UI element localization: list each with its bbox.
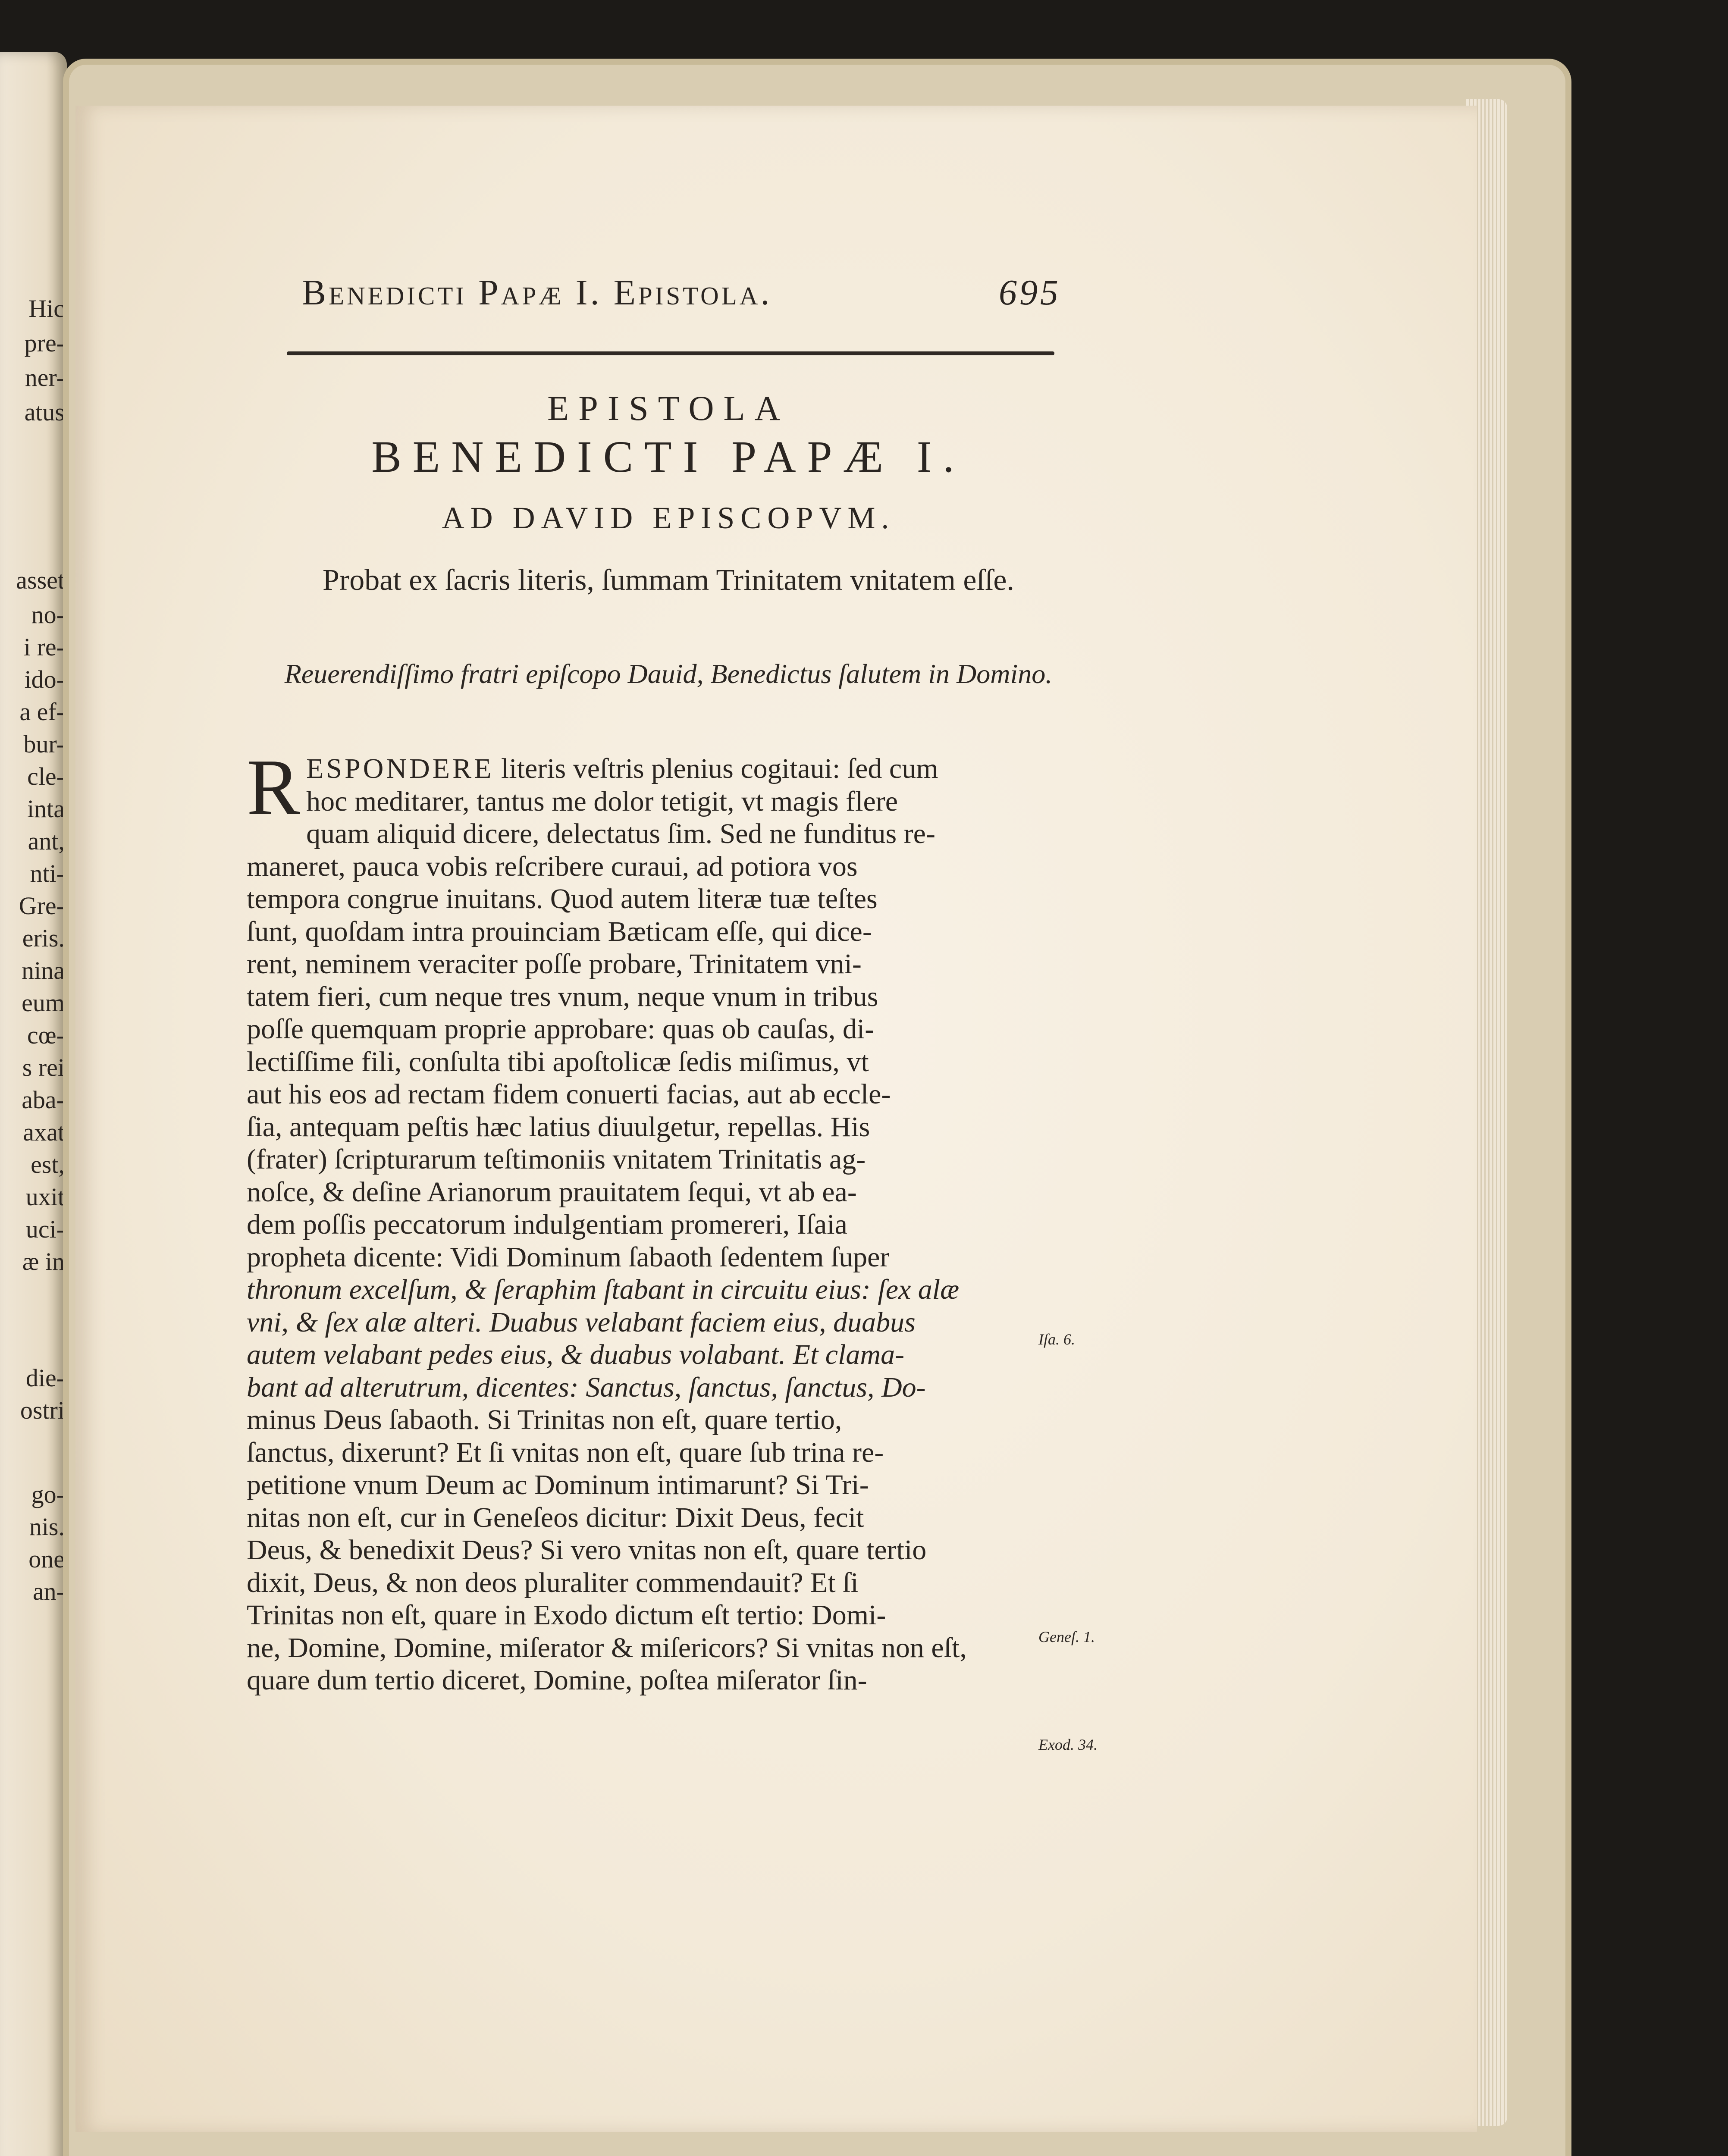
body-line: quare dum tertio diceret, Domine, poſtea miſerator ſin- [247,1664,867,1696]
body-line: noſce, & deſine Arianorum prauitatem ſequi, vt ab ea- [247,1176,857,1208]
body-line: dixit, Deus, & non deos pluraliter commendauit? Et ſi [247,1567,859,1598]
left-fragment: ner- [25,364,65,392]
left-fragment: æ in [22,1247,65,1275]
body-line: aut his eos ad rectam fidem conuerti facias, aut ab eccle- [247,1078,891,1110]
left-fragment: bur- [23,730,65,758]
left-fragment: an- [32,1577,65,1605]
drop-cap: R [247,743,301,832]
running-head [302,272,1061,313]
left-fragment: est, [31,1150,65,1178]
heading-epistola: EPISTOLA [547,389,790,428]
body-line: tatem fieri, cum neque tres vnum, neque vnum in tribus [247,981,878,1012]
left-fragment: a ef- [19,698,65,726]
left-fragment: pre- [24,329,65,357]
header-rule [287,351,1054,355]
running-head-title: Benedicti Papæ I. Epistola. [302,273,772,313]
body-line: ne, Domine, Domine, miſerator & miſericors? Si vnitas non eſt, [247,1632,967,1664]
margin-note-isaiah: Iſa. 6. [1038,1331,1075,1348]
body-line: nitas non eſt, cur in Geneſeos dicitur: Dixit Deus, fecit [247,1501,864,1533]
left-fragment: no- [31,601,65,629]
left-fragment: die- [25,1364,65,1392]
heading-addressee: AD DAVID EPISCOPVM. [442,501,895,535]
left-fragment: Gre- [19,892,65,920]
left-fragment: nti- [30,859,65,887]
body-line: Trinitas non eſt, quare in Exodo dictum eſt tertio: Domi- [247,1599,886,1631]
letter-body [247,743,1036,1697]
body-line: dem poſſis peccatorum indulgentiam promereri, Iſaia [247,1209,847,1240]
left-fragment: nis. [29,1513,65,1541]
heading-author: BENEDICTI PAPÆ I. [371,432,966,482]
body-line: ſia, antequam peſtis hæc latius diuulgetur, repellas. His [247,1111,870,1143]
left-fragment: ant, [28,827,65,855]
page-number: 695 [999,273,1061,313]
left-fragment: one [28,1545,65,1573]
body-line: (frater) ſcripturarum teſtimoniis vnitatem Trinitatis ag- [247,1144,866,1175]
left-fragment: axat [23,1118,65,1146]
left-fragment: go- [31,1480,65,1508]
body-line: ſanctus, dixerunt? Et ſi vnitas non eſt, quare ſub trina re- [247,1436,884,1468]
body-line: hoc meditarer, tantus me dolor tetigit, vt magis flere [306,785,898,817]
body-line: literis veſtris plenius cogitaui: ſed cum [494,753,938,784]
body-line: thronum excelſum, & ſeraphim ſtabant in circuitu eius: ſex alæ [247,1274,960,1305]
first-word: ESPONDERE [306,753,494,784]
body-line: Deus, & benedixit Deus? Si vero vnitas non eſt, quare tertio [247,1534,927,1566]
left-fragment: s rei [22,1053,65,1081]
body-line: petitione vnum Deum ac Dominum intimarunt? Si Tri- [247,1469,869,1501]
body-line: lectiſſime fili, conſulta tibi apoſtolicæ ſedis miſimus, vt [247,1046,869,1078]
left-fragment: ostri [20,1396,65,1424]
body-line: poſſe quemquam proprie approbare: quas ob cauſas, di- [247,1013,875,1045]
left-fragment: asset [16,566,65,594]
body-line: rent, neminem veraciter poſſe probare, Trinitatem vni- [247,948,862,980]
body-line: propheta dicente: Vidi Dominum ſabaoth ſedentem ſuper [247,1241,890,1273]
left-fragment: eris. [22,924,65,952]
body-line: autem velabant pedes eius, & duabus volabant. Et clama- [247,1339,905,1370]
body-line: maneret, pauca vobis reſcribere curaui, ad potiora vos [247,850,858,882]
body-line: quam aliquid dicere, delectatus ſim. Sed ne funditus re- [306,818,935,849]
left-fragment: uxit [25,1183,65,1211]
left-fragment: nina [22,956,65,984]
summary: Probat ex ſacris literis, ſummam Trinitatem vnitatem eſſe. [323,564,1014,597]
body-line: vni, & ſex alæ alteri. Duabus velabant faciem eius, duabus [247,1306,916,1338]
left-fragment: i re- [24,633,65,661]
left-fragment: cle- [27,762,65,790]
left-fragment: inta [27,795,65,823]
left-fragment: Hic [28,295,65,323]
body-line: bant ad alterutrum, dicentes: Sanctus, ſanctus, ſanctus, Do- [247,1371,926,1403]
body-line: minus Deus ſabaoth. Si Trinitas non eſt, quare tertio, [247,1404,842,1435]
left-fragment: eum [22,989,65,1017]
left-fragment: aba- [22,1086,65,1114]
left-fragment: atus [24,398,65,426]
body-line: ſunt, quoſdam intra prouinciam Bæticam eſſe, qui dice- [247,915,872,947]
body-line: tempora congrue inuitans. Quod autem literæ tuæ teſtes [247,883,878,915]
margin-note-exodus: Exod. 34. [1038,1736,1098,1753]
salutation: Reuerendiſſimo fratri epiſcopo Dauid, Benedictus ſalutem in Domino. [284,658,1053,689]
left-fragment: ido- [24,665,65,693]
left-fragment: cœ- [27,1021,65,1049]
margin-note-genesis: Geneſ. 1. [1038,1628,1095,1645]
left-fragment: uci- [25,1215,65,1243]
